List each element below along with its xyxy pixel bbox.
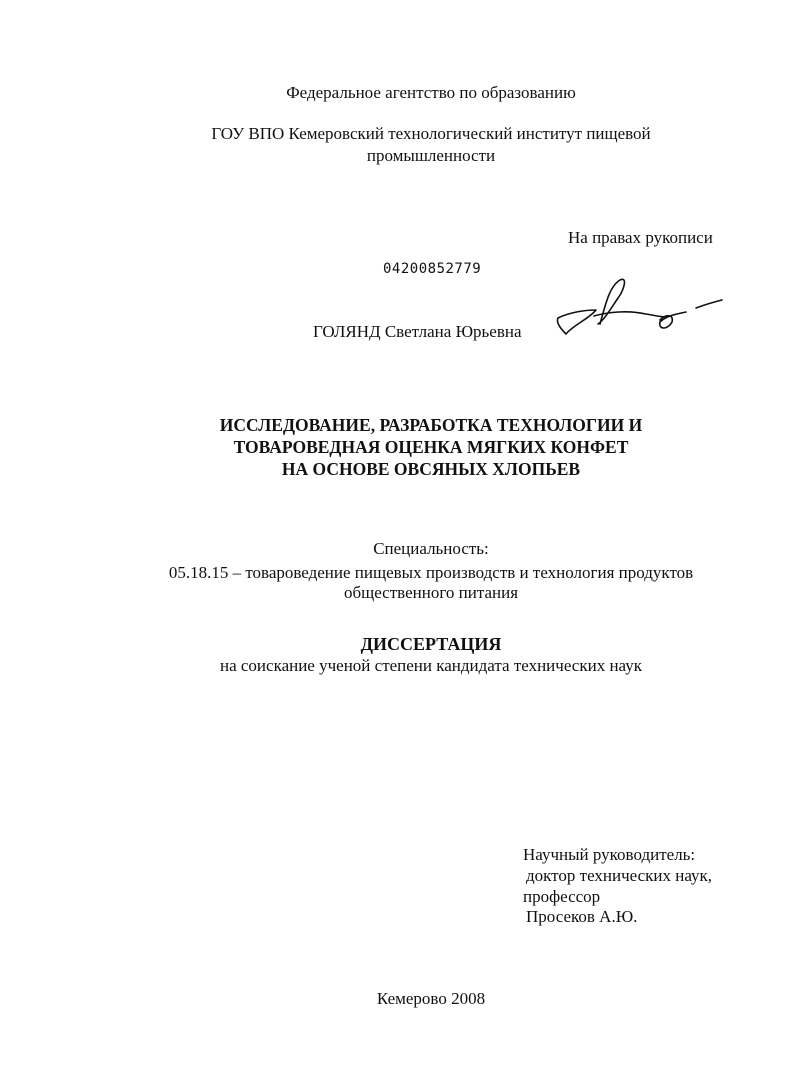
author-name: ГОЛЯНД Светлана Юрьевна	[313, 322, 522, 341]
handwritten-signature	[548, 272, 728, 352]
dissertation-title-line3: НА ОСНОВЕ ОВСЯНЫХ ХЛОПЬЕВ	[281, 459, 581, 479]
dissertation-heading: ДИССЕРТАЦИЯ	[360, 634, 502, 654]
specialty-line2: общественного питания	[343, 583, 519, 602]
agency-name: Федеральное агентство по образованию	[286, 83, 576, 102]
city-year: Кемерово 2008	[376, 989, 486, 1008]
manuscript-rights-note: На правах рукописи	[568, 228, 713, 247]
dissertation-title-line2: ТОВАРОВЕДНАЯ ОЦЕНКА МЯГКИХ КОНФЕТ	[233, 437, 629, 457]
institute-name-line2: промышленности	[366, 146, 496, 165]
registration-code: 04200852779	[383, 261, 482, 277]
advisor-rank: профессор	[523, 887, 601, 906]
advisor-degree: доктор технических наук,	[526, 866, 713, 885]
signature-stroke-main	[557, 279, 686, 334]
specialty-label: Специальность:	[373, 539, 489, 558]
dissertation-title-line1: ИССЛЕДОВАНИЕ, РАЗРАБОТКА ТЕХНОЛОГИИ И	[219, 415, 643, 435]
signature-stroke-dash	[696, 300, 722, 308]
institute-name-line1: ГОУ ВПО Кемеровский технологический институт пищевой	[211, 124, 651, 143]
dissertation-subtitle: на соискание ученой степени кандидата технических наук	[219, 656, 642, 675]
advisor-label: Научный руководитель:	[523, 845, 696, 864]
advisor-name: Просеков А.Ю.	[526, 907, 638, 926]
specialty-line1: 05.18.15 – товароведение пищевых производств и технология продуктов	[168, 563, 694, 582]
